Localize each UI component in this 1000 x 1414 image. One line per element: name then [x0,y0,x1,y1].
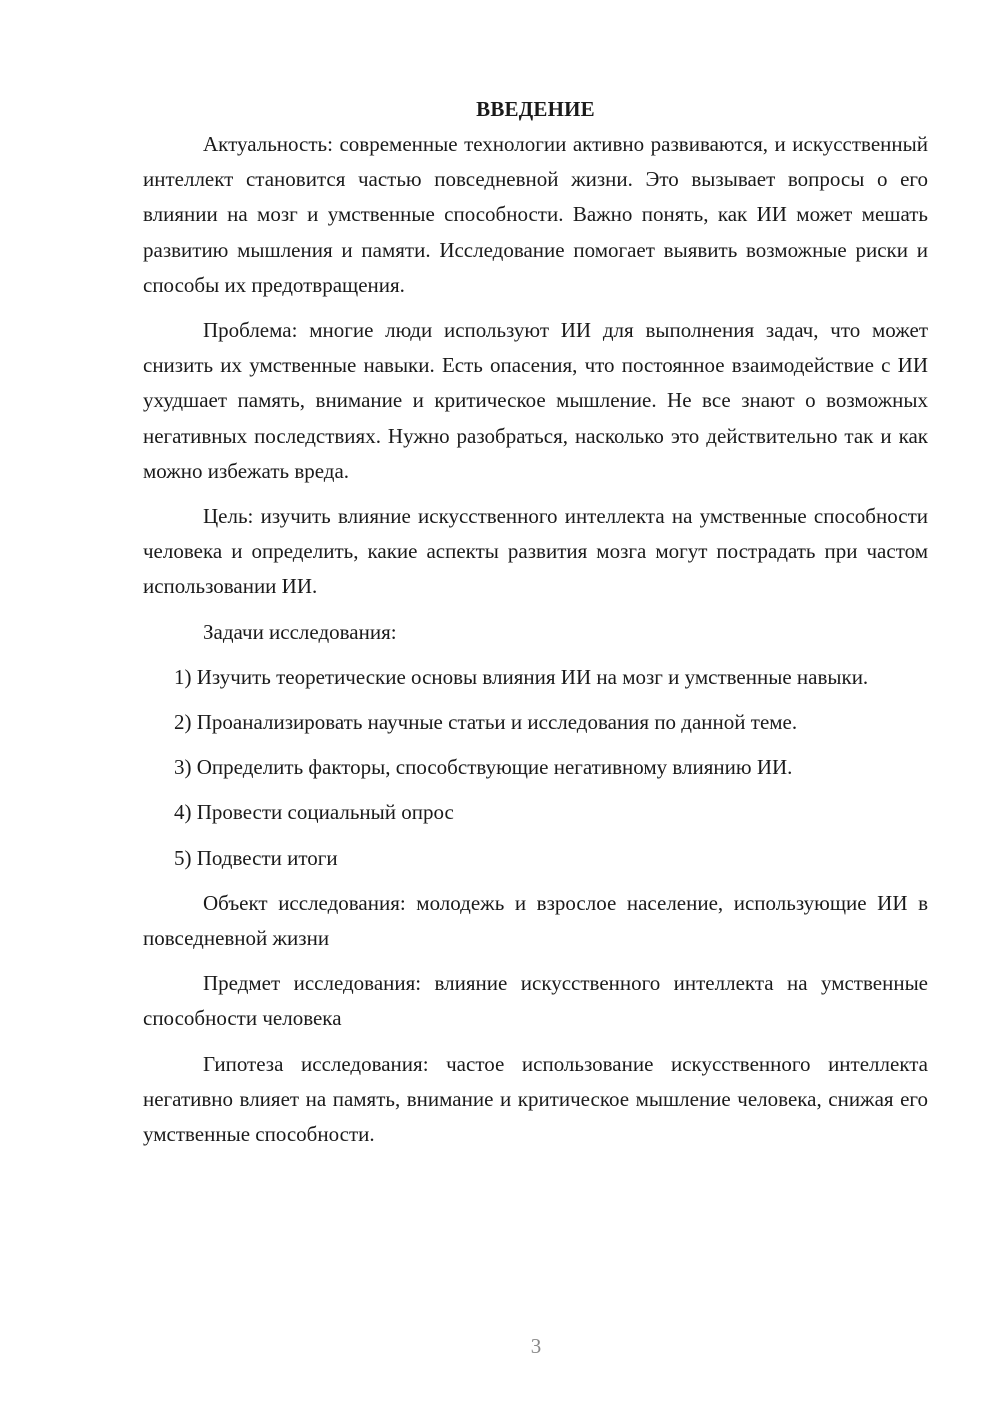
paragraph-object: Объект исследования: молодежь и взрослое население, использующие ИИ в повседневной жизни [143,890,928,951]
task-item-3: 3) Определить факторы, способствующие негативному влиянию ИИ. [174,755,793,780]
document-page [143,88,928,1162]
paragraph-goal: Цель: изучить влияние искусственного интеллекта на умственные способности человека и определить, какие аспекты развития мозга могут пострадать при частом использовании ИИ. [143,504,928,599]
task-item-4: 4) Провести социальный опрос [174,800,454,825]
page-title: ВВЕДЕНИЕ [476,97,595,121]
paragraph-relevance: Актуальность: современные технологии активно развиваются, и искусственный интеллект становится частью повседневной жизни. Это вызывает вопросы о его влиянии на мозг и умственные способности. Важно понять, как ИИ может мешать развитию мышления и памяти. Исследование помогает выявить возможные риски и способы их предотвращения. [143,132,928,297]
task-item-5: 5) Подвести итоги [174,845,338,870]
paragraph-subject: Предмет исследования: влияние искусственного интеллекта на умственные способности человека [143,971,928,1031]
tasks-heading: Задачи исследования: [203,619,397,644]
page-number: 3 [530,1334,542,1358]
paragraph-problem: Проблема: многие люди используют ИИ для выполнения задач, что может снизить их умственные навыки. Есть опасения, что постоянное взаимодействие с ИИ ухудшает память, внимание и критическое мышление. Не все знают о возможных негативных последствиях. Нужно разобраться, насколько это действительно так и как можно избежать вреда. [143,318,928,483]
task-item-2: 2) Проанализировать научные статьи и исследования по данной теме. [174,710,798,735]
paragraph-hypothesis: Гипотеза исследования: частое использование искусственного интеллекта негативно влияет на память, внимание и критическое мышление человека, снижая его умственные способности. [143,1051,928,1147]
task-item-1: 1) Изучить теоретические основы влияния ИИ на мозг и умственные навыки. [174,664,869,689]
